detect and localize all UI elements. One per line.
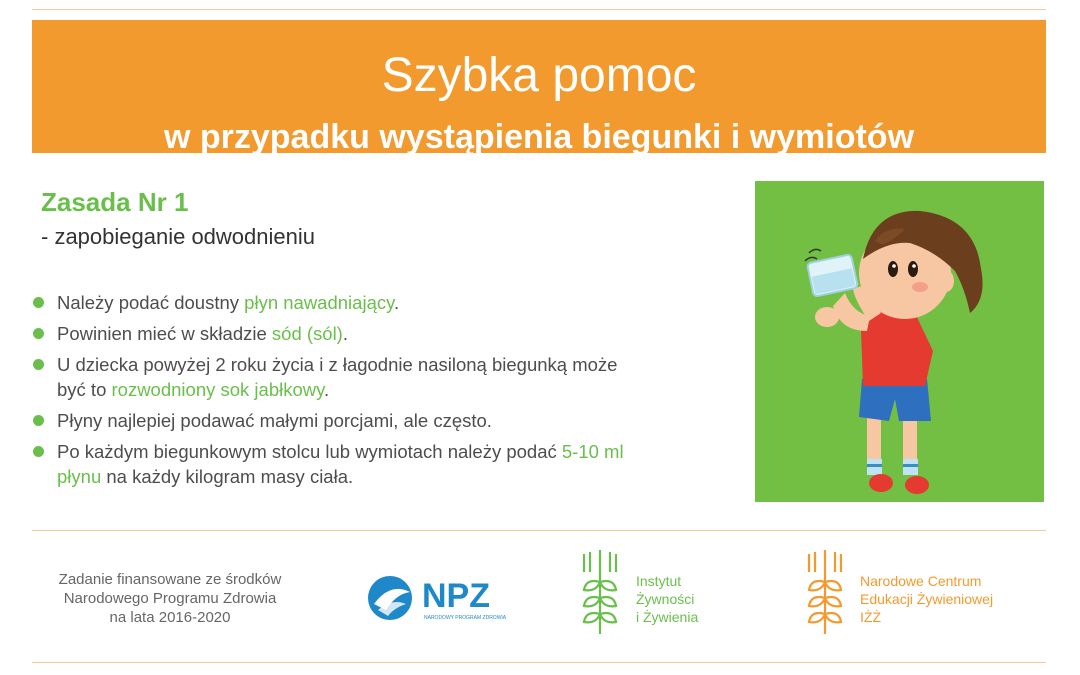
npz-logo (366, 574, 516, 624)
bullet-icon (33, 297, 44, 308)
boy-drinking-illustration (755, 181, 1044, 502)
bullet-icon (33, 415, 44, 426)
ncez-logo (803, 550, 1043, 635)
list-item: Powinien mieć w składzie sód (sól). (33, 321, 673, 346)
top-divider (32, 9, 1046, 10)
rule-subheading: - zapobieganie odwodnieniu (41, 224, 315, 249)
header-banner (32, 20, 1046, 156)
bottom-divider (32, 662, 1046, 663)
list-item: Płyny najlepiej podawać małymi porcjami, ale często. (33, 408, 673, 433)
ncez-name: Narodowe Centrum Edukacji Żywieniowej IŻŻ (860, 573, 994, 625)
npz-abbr: NPZ (422, 577, 490, 615)
footer-divider (32, 530, 1046, 531)
izz-logo (578, 550, 758, 635)
bullet-icon (33, 359, 44, 370)
list-item: Po każdym biegunkowym stolcu lub wymiotach należy podać 5-10 ml płynu na każdy kilogram masy ciała. (33, 439, 647, 489)
rule-heading: Zasada Nr 1 (41, 187, 189, 217)
advice-list (33, 290, 673, 495)
izz-name: Instytut Żywności i Żywienia (636, 573, 699, 625)
boy-drinking-icon (755, 181, 1044, 502)
wheat-icon (803, 550, 847, 635)
wheat-icon (578, 550, 622, 635)
list-item: U dziecka powyżej 2 roku życia i z łagodnie nasiloną biegunką może być to rozwodniony sok jabłkowy. (33, 352, 647, 402)
list-item: Należy podać doustny płyn nawadniający. (33, 290, 673, 315)
page-title: Szybka pomoc (381, 49, 697, 102)
page-subtitle: w przypadku wystąpienia biegunki i wymiotów (163, 118, 915, 156)
bullet-icon (33, 446, 44, 457)
funding-note: Zadanie finansowane ze środków Narodowego Programu Zdrowia na lata 2016-2020 (58, 571, 282, 626)
npz-caption: NARODOWY PROGRAM ZDROWIA (424, 615, 507, 621)
bullet-icon (33, 328, 44, 339)
